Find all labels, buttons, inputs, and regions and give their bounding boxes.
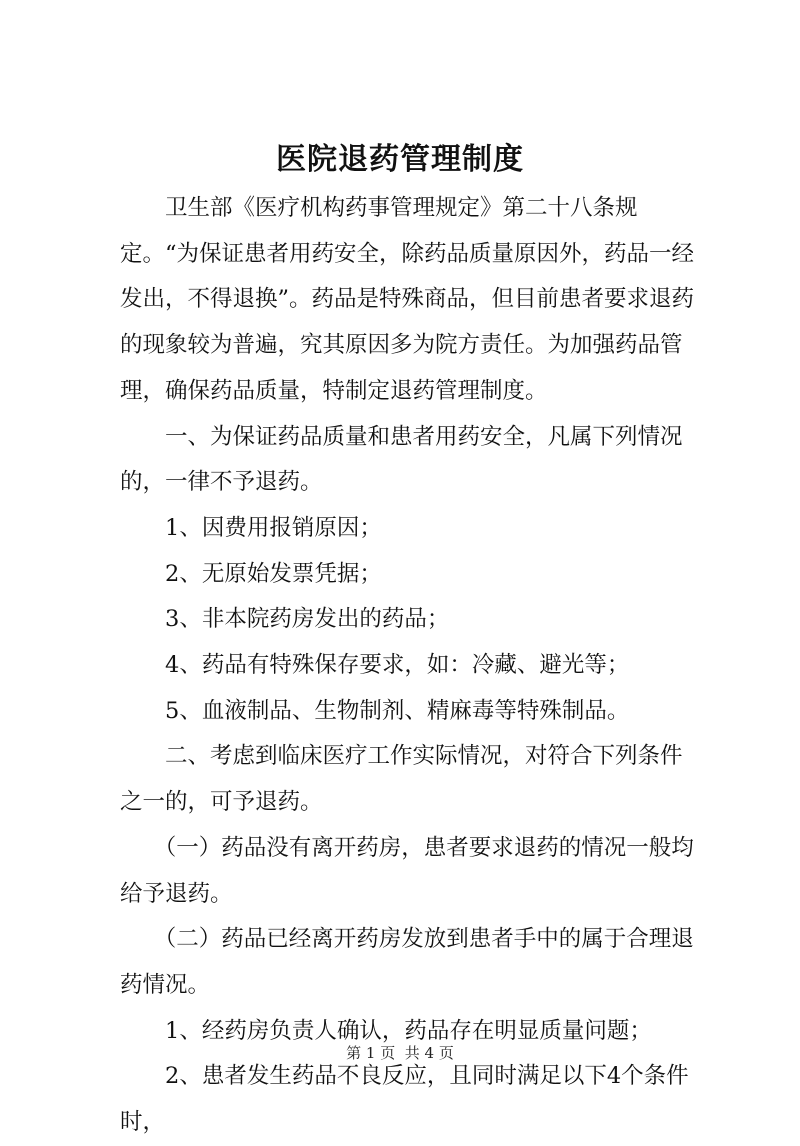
intro-paragraph: 卫生部《医疗机构药事管理规定》第二十八条规定。“为保证患者用药安全，除药品质量原因外，药品一经发出，不得退换”。药品是特殊商品，但目前患者要求退药的现象较为普遍，究其原因多为院方责任。为加强药品管理，确保药品质量，特制定退药管理制度。 <box>120 195 695 404</box>
page-number-label: 第 1 页 共 4 页 <box>346 1044 454 1062</box>
subsection-one: （一）药品没有离开药房，患者要求退药的情况一般均给予退药。 <box>120 834 694 907</box>
document-body <box>120 186 700 1146</box>
list-item: 4、药品有特殊保存要求，如：冷藏、避光等； <box>165 652 630 679</box>
list-item: 2、患者发生药品不良反应，且同时满足以下4个条件时， <box>120 1063 689 1136</box>
document-title: 医院退药管理制度 <box>276 142 524 177</box>
page-footer <box>0 1043 800 1063</box>
list-item: 1、经药房负责人确认，药品存在明显质量问题； <box>165 1017 652 1044</box>
list-item: 5、血液制品、生物制剂、精麻毒等特殊制品。 <box>165 697 630 724</box>
list-item: 3、非本院药房发出的药品； <box>165 606 450 633</box>
section-two-heading: 二、考虑到临床医疗工作实际情况，对符合下列条件之一的，可予退药。 <box>120 743 683 816</box>
subsection-two: （二）药品已经离开药房发放到患者手中的属于合理退药情况。 <box>120 926 694 998</box>
section-one-heading: 一、为保证药品质量和患者用药安全，凡属下列情况的，一律不予退药。 <box>120 423 683 496</box>
list-item: 1、因费用报销原因； <box>165 514 382 541</box>
list-item: 2、无原始发票凭据； <box>165 560 382 587</box>
